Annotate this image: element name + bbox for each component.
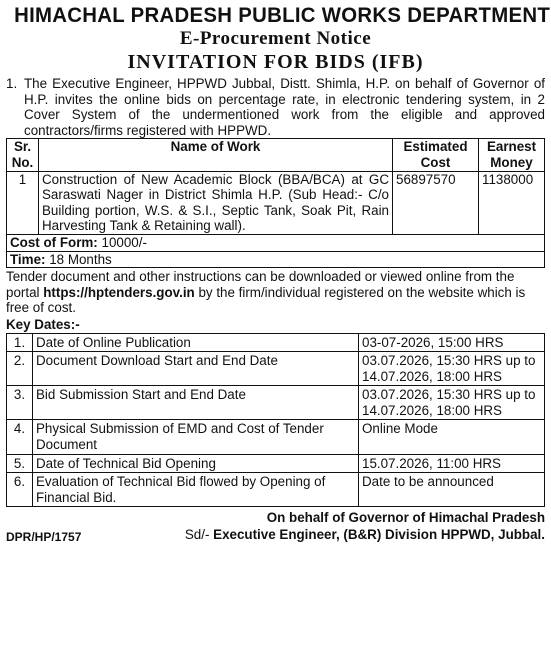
- work-money: 1138000: [479, 171, 545, 234]
- tender-info: [6, 269, 545, 316]
- table-row: [7, 473, 545, 507]
- time-cell: [7, 251, 545, 268]
- portal-link[interactable]: https://hptenders.gov.in: [43, 284, 195, 300]
- key-date-sr: 5.: [7, 454, 33, 473]
- work-table-header: [7, 139, 545, 171]
- table-row: [7, 352, 545, 386]
- key-date-event: Bid Submission Start and End Date: [33, 386, 359, 420]
- time-value: 18 Months: [49, 251, 112, 267]
- key-date-value: 03.07.2026, 15:30 HRS up to 14.07.2026, 18:00 HRS: [359, 386, 545, 420]
- key-date-value: Date to be announced: [359, 473, 545, 507]
- key-date-value: 15.07.2026, 11:00 HRS: [359, 454, 545, 473]
- ifb-title: INVITATION FOR BIDS (IFB): [127, 51, 424, 73]
- tender-text-after: by the firm/individual registered on the website which is free of cost.: [6, 284, 526, 316]
- table-row: [7, 333, 545, 352]
- time-row: [7, 251, 545, 268]
- header-name: Name of Work: [39, 139, 393, 171]
- key-date-value: Online Mode: [359, 420, 545, 454]
- cost-of-form-value: 10000/-: [101, 234, 147, 250]
- header-cost: Estimated Cost: [393, 139, 479, 171]
- key-dates-heading: Key Dates:-: [6, 316, 80, 332]
- key-date-event: Date of Online Publication: [33, 333, 359, 352]
- header-sr: Sr. No.: [7, 139, 39, 171]
- key-date-event: Document Download Start and End Date: [33, 352, 359, 386]
- work-sr: 1: [7, 171, 39, 234]
- work-cost: 56897570: [393, 171, 479, 234]
- key-date-sr: 4.: [7, 420, 33, 454]
- intro-text: The Executive Engineer, HPPWD Jubbal, Distt. Shimla, H.P. on behalf of Governor of H.P. invites the online bids on percentage rate, in electronic tendering system, in 2 Cover System of the undermentioned work from the eligible and approved contractors/firms registered with HPPWD.: [24, 76, 545, 138]
- key-date-event: Date of Technical Bid Opening: [33, 454, 359, 473]
- key-date-sr: 6.: [7, 473, 33, 507]
- sd-mark: Sd/-: [184, 527, 210, 543]
- key-date-value: 03-07-2026, 15:00 HRS: [359, 333, 545, 352]
- key-dates-table: [6, 333, 545, 508]
- behalf-line: On behalf of Governor of Himachal Pradesh: [266, 510, 545, 526]
- table-row: [7, 386, 545, 420]
- time-label: Time:: [10, 251, 46, 267]
- key-date-event: Evaluation of Technical Bid flowed by Opening of Financial Bid.: [33, 473, 359, 507]
- key-date-event: Physical Submission of EMD and Cost of Tender Document: [33, 420, 359, 454]
- intro-paragraph: [6, 76, 545, 138]
- signatory-block: [185, 527, 545, 545]
- signature-line: [6, 527, 545, 545]
- header-money: Earnest Money: [479, 139, 545, 171]
- work-table: [6, 138, 545, 268]
- key-date-value: 03.07.2026, 15:30 HRS up to 14.07.2026, 18:00 HRS: [359, 352, 545, 386]
- cost-of-form-cell: [7, 234, 545, 251]
- intro-number: 1.: [6, 76, 18, 91]
- notice-subtitle: E-Procurement Notice: [179, 28, 372, 49]
- cost-of-form-label: Cost of Form:: [10, 234, 98, 250]
- work-name: Construction of New Academic Block (BBA/BCA) at GC Saraswati Nager in District Shimla H.P. (Sub Head:- C/o Building portion, W.S. & S.I., Septic Tank, Soak Pit, Rain Harvesting Tank & Retaining wall).: [39, 171, 393, 234]
- department-title: HIMACHAL PRADESH PUBLIC WORKS DEPARTMENT: [14, 4, 551, 27]
- key-date-sr: 3.: [7, 386, 33, 420]
- table-row: [7, 420, 545, 454]
- table-row: [7, 171, 545, 234]
- signatory: Executive Engineer, (B&R) Division HPPWD, Jubbal.: [213, 527, 545, 543]
- cost-of-form-row: [7, 234, 545, 251]
- table-row: [7, 454, 545, 473]
- key-date-sr: 2.: [7, 352, 33, 386]
- key-date-sr: 1.: [7, 333, 33, 352]
- dpr-reference: DPR/HP/1757: [6, 530, 82, 545]
- tender-text-before: Tender document and other instructions can be downloaded or viewed online from the portal: [6, 269, 515, 300]
